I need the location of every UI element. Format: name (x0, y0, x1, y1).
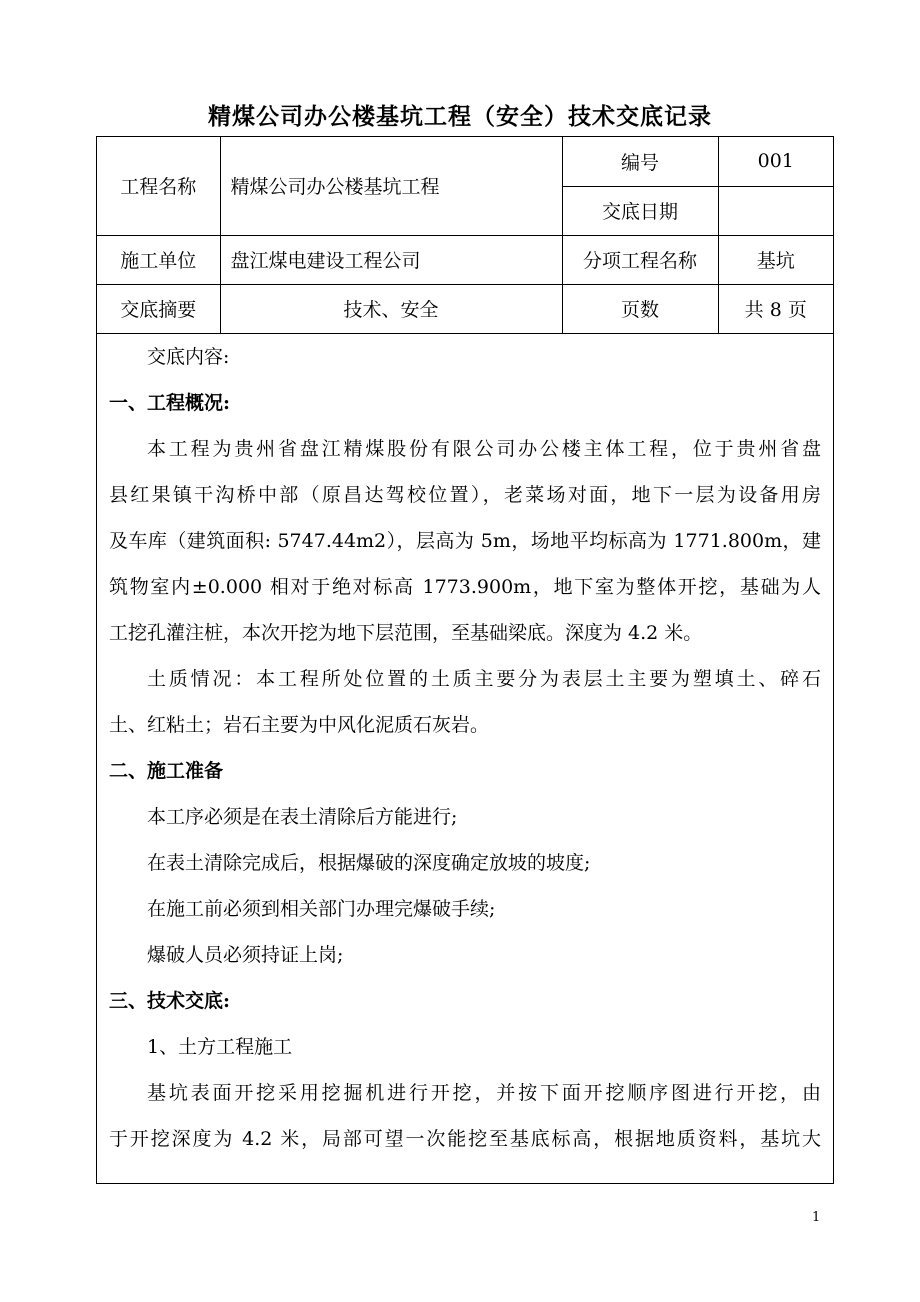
sub-project-label: 分项工程名称 (562, 235, 718, 284)
paragraph-line: 土质情况：本工程所处位置的土质主要分为表层土主要为塑填土、碎石 (147, 668, 821, 690)
date-value (718, 186, 833, 235)
content-intro: 交底内容: (147, 346, 230, 368)
paragraph-line: 县红果镇干沟桥中部（原昌达驾校位置），老菜场对面，地下一层为设备用房 (109, 484, 821, 506)
info-table (97, 137, 833, 334)
paragraph-line: 基坑表面开挖采用挖掘机进行开挖，并按下面开挖顺序图进行开挖，由 (147, 1082, 821, 1104)
sub-project-value: 基坑 (718, 235, 833, 284)
project-name-value: 精煤公司办公楼基坑工程 (220, 137, 562, 235)
paragraph-line: 筑物室内±0.000 相对于绝对标高 1773.900m，地下室为整体开挖，基础为人 (109, 576, 821, 598)
list-item: 在施工前必须到相关部门办理完爆破手续; (147, 898, 496, 920)
project-name-label: 工程名称 (97, 137, 220, 235)
paragraph-line: 及车库（建筑面积: 5747.44m2），层高为 5m，场地平均标高为 1771.800m，建 (109, 530, 821, 552)
record-form (96, 136, 834, 1184)
content-body (97, 334, 833, 1162)
pages-label: 页数 (562, 284, 718, 333)
paragraph-line: 本工程为贵州省盘江精煤股份有限公司办公楼主体工程，位于贵州省盘 (147, 438, 821, 460)
summary-label: 交底摘要 (97, 284, 220, 333)
number-value: 001 (718, 137, 833, 186)
page-number: 1 (812, 1210, 821, 1225)
pages-value: 共 8 页 (718, 284, 833, 333)
section-heading: 一、工程概况: (109, 392, 231, 414)
document-title: 精煤公司办公楼基坑工程（安全）技术交底记录 (208, 103, 712, 130)
list-item: 本工序必须是在表土清除后方能进行; (147, 806, 458, 828)
paragraph-line: 工挖孔灌注桩，本次开挖为地下层范围，至基础梁底。深度为 4.2 米。 (109, 622, 703, 644)
section-heading: 三、技术交底: (109, 990, 231, 1012)
contractor-value: 盘江煤电建设工程公司 (220, 235, 562, 284)
date-label: 交底日期 (562, 186, 718, 235)
summary-value: 技术、安全 (220, 284, 562, 333)
list-item: 爆破人员必须持证上岗; (147, 944, 344, 966)
section-heading: 二、施工准备 (109, 760, 224, 782)
paragraph-line: 土、红粘土；岩石主要为中风化泥质石灰岩。 (109, 714, 490, 736)
paragraph-line: 于开挖深度为 4.2 米，局部可望一次能挖至基底标高，根据地质资料，基坑大 (109, 1128, 821, 1150)
contractor-label: 施工单位 (97, 235, 220, 284)
subsection-title: 1、土方工程施工 (147, 1036, 293, 1058)
number-label: 编号 (562, 137, 718, 186)
list-item: 在表土清除完成后，根据爆破的深度确定放坡的坡度; (147, 852, 591, 874)
